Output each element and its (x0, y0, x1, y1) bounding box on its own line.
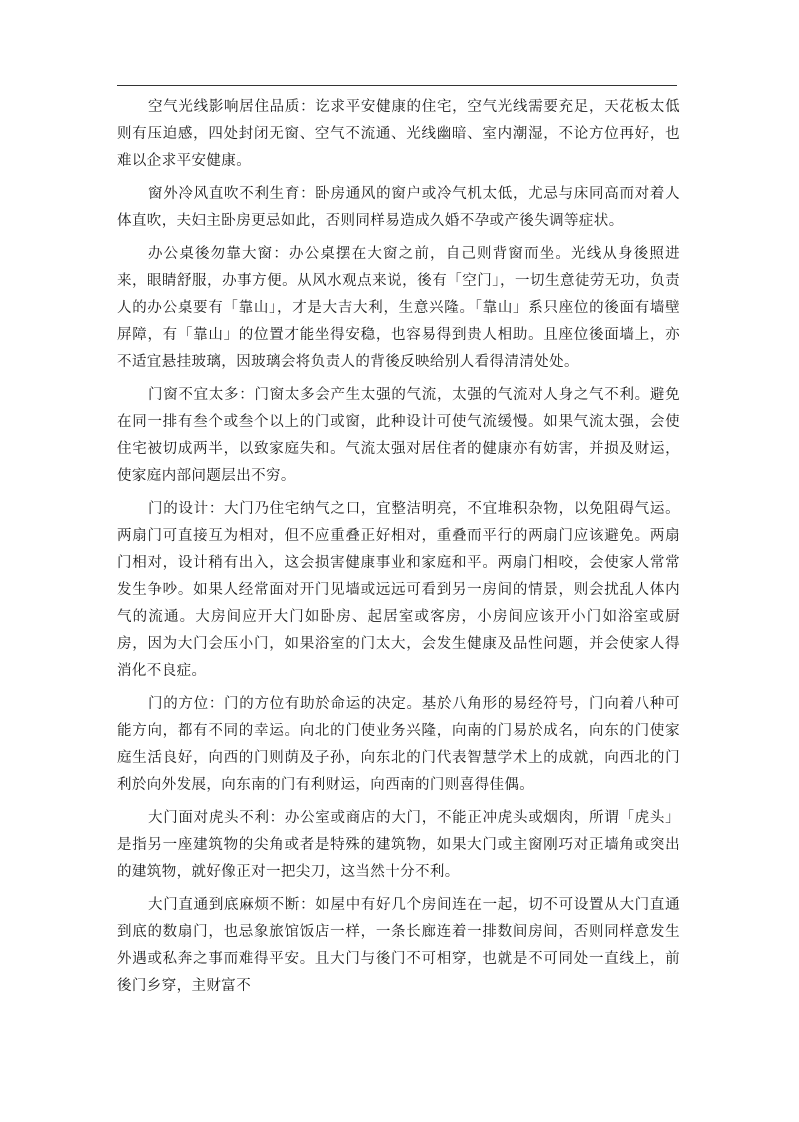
paragraph-doors-windows: 门窗不宜太多：门窗太多会产生太强的气流，太强的气流对人身之气不利。避免在同一排有叁个或叁个以上的门或窗，此种设计可使气流缓慢。如果气流太强，会使住宅被切成两半，以致家庭失和。气流太强对居住者的健康亦有妨害，并损及财运，使家庭内部问题层出不穷。 (117, 387, 680, 484)
paragraph-door-design: 门的设计：大门乃住宅纳气之口，宜整洁明亮，不宜堆积杂物，以免阻碍气运。两扇门可直接互为相对，但不应重叠正好相对，重叠而平行的两扇门应该避免。两扇门相对，设计稍有出入，这会损害健康事业和家庭和平。两扇门相咬，会使家人常常发生争吵。如果人经常面对开门见墙或远远可看到另一房间的情景，则会扰乱人体内气的流通。大房间应开大门如卧房、起居室或客房，小房间应该开小门如浴室或厨房，因为大门会压小门，如果浴室的门太大，会发生健康及品性问题，并会使家人得消化不良症。 (117, 501, 680, 679)
header-rule (117, 85, 677, 86)
paragraph-straight-through: 大门直通到底麻烦不断：如屋中有好几个房间连在一起，切不可设置从大门直通到底的数扇门，也忌象旅馆饭店一样，一条长廊连着一排数间房间，否则同样意发生外遇或私奔之事而难得平安。且大门与後门不可相穿，也就是不可同处一直线上，前後门乡穿，主财富不 (117, 897, 680, 994)
paragraph-desk-window: 办公桌後勿靠大窗：办公桌摆在大窗之前，自己则背窗而坐。光线从身後照进来，眼睛舒服，办事方便。从风水观点来说，後有「空门」，一切生意徒劳无功，负责人的办公桌要有「靠山」，才是大吉大利，生意兴隆。「靠山」系只座位的後面有墙壁屏障，有「靠山」的位置才能坐得安稳，也容易得到贵人相助。且座位後面墙上，亦不适宜悬挂玻璃，因玻璃会将负责人的背後反映给别人看得清清处处。 (117, 246, 680, 370)
paragraph-cold-wind: 窗外冷风直吹不利生育：卧房通风的窗户或冷气机太低，尤忌与床同高而对着人体直吹，夫妇主卧房更忌如此，否则同样易造成久婚不孕或产後失调等症状。 (117, 186, 680, 229)
paragraph-air-light: 空气光线影响居住品质：讫求平安健康的住宅，空气光线需要充足，天花板太低则有压迫感，四处封闭无窗、空气不流通、光线幽暗、室内潮湿，不论方位再好，也难以企求平安健康。 (117, 99, 680, 169)
paragraph-tiger-head: 大门面对虎头不利：办公室或商店的大门，不能正冲虎头或烟肉，所谓「虎头」是指另一座建筑物的尖角或者是特殊的建筑物，如果大门或主窗刚巧对正墙角或突出的建筑物，就好像正对一把尖刀，这当然十分不利。 (117, 810, 680, 880)
document-body (117, 94, 680, 1006)
paragraph-door-orientation: 门的方位：门的方位有助於命运的决定。基於八角形的易经符号，门向着八种可能方向，都有不同的幸运。向北的门使业务兴隆，向南的门易於成名，向东的门使家庭生活良好，向西的门则荫及子孙，向东北的门代表智慧学术上的成就，向西北的门利於向外发展，向东南的门有利财运，向西南的门则喜得佳偶。 (117, 696, 680, 793)
